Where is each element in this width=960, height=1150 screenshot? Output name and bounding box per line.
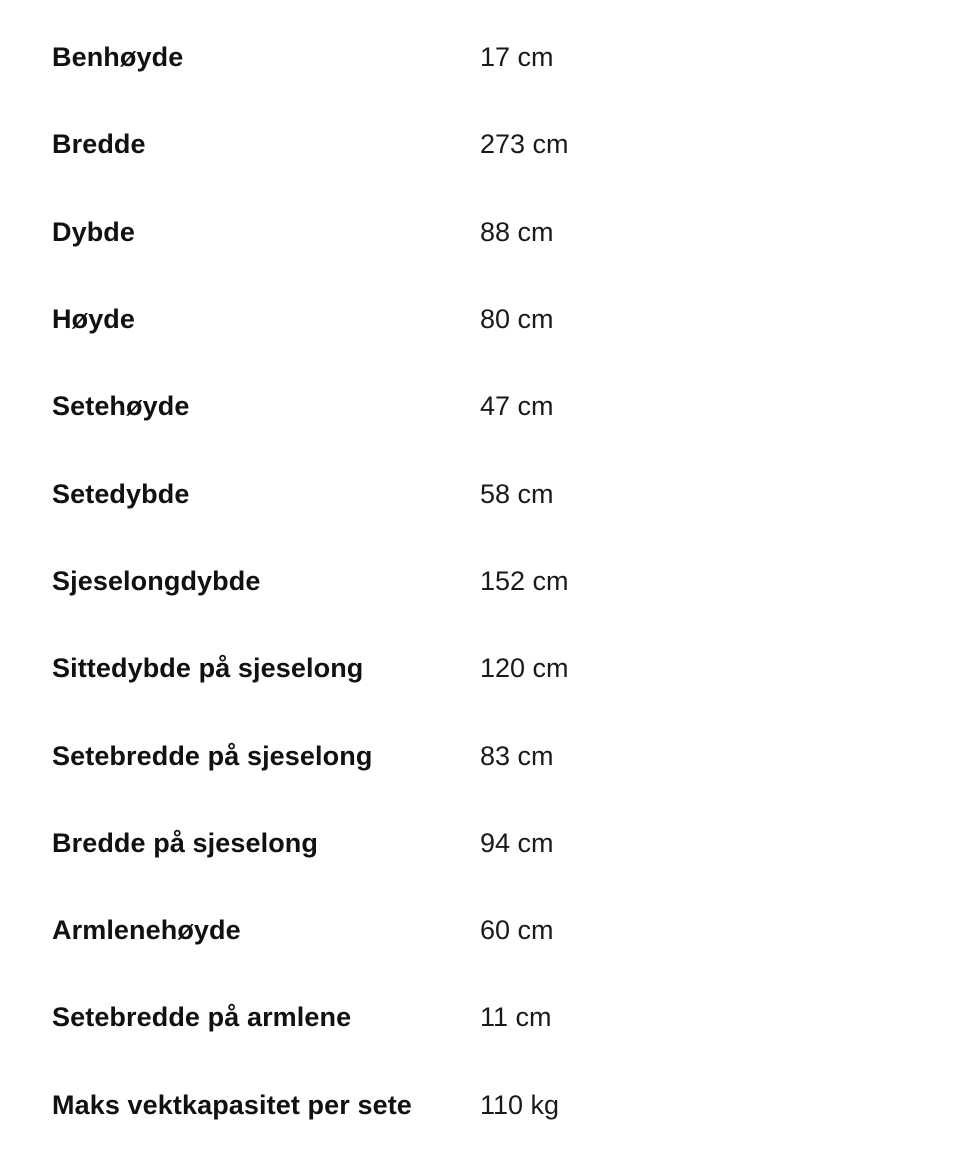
spec-label: Maks vektkapasitet per sete <box>52 1089 412 1120</box>
spec-row <box>52 101 912 188</box>
spec-label: Sjeselongdybde <box>52 565 261 596</box>
spec-label: Armlenehøyde <box>52 915 241 946</box>
spec-value: 11 cm <box>480 1002 552 1033</box>
spec-label: Dybde <box>52 216 136 247</box>
spec-value: 80 cm <box>480 304 554 335</box>
spec-value: 88 cm <box>480 216 554 247</box>
spec-row <box>52 538 912 625</box>
spec-value: 17 cm <box>480 42 554 73</box>
spec-row <box>52 1062 912 1149</box>
spec-row <box>52 712 912 799</box>
spec-value: 120 cm <box>480 653 569 684</box>
spec-row <box>52 887 912 974</box>
spec-label: Høyde <box>52 304 136 335</box>
spec-label: Setehøyde <box>52 391 190 422</box>
spec-label: Setedybde <box>52 478 190 509</box>
spec-label: Bredde <box>52 129 146 160</box>
spec-row <box>52 800 912 887</box>
spec-row <box>52 450 912 537</box>
spec-value: 152 cm <box>480 565 569 596</box>
spec-value: 58 cm <box>480 478 554 509</box>
spec-label: Setebredde på sjeselong <box>52 740 373 771</box>
spec-value: 94 cm <box>480 827 554 858</box>
specifications-table <box>52 14 912 1149</box>
spec-row <box>52 974 912 1061</box>
spec-row <box>52 276 912 363</box>
spec-label: Setebredde på armlene <box>52 1002 352 1033</box>
spec-row <box>52 625 912 712</box>
spec-row <box>52 363 912 450</box>
spec-value: 273 cm <box>480 129 569 160</box>
spec-row <box>52 14 912 101</box>
spec-label: Bredde på sjeselong <box>52 827 318 858</box>
spec-label: Sittedybde på sjeselong <box>52 653 364 684</box>
spec-value: 110 kg <box>480 1089 560 1120</box>
spec-row <box>52 189 912 276</box>
spec-value: 83 cm <box>480 740 554 771</box>
spec-value: 60 cm <box>480 915 554 946</box>
spec-value: 47 cm <box>480 391 554 422</box>
spec-label: Benhøyde <box>52 42 184 73</box>
